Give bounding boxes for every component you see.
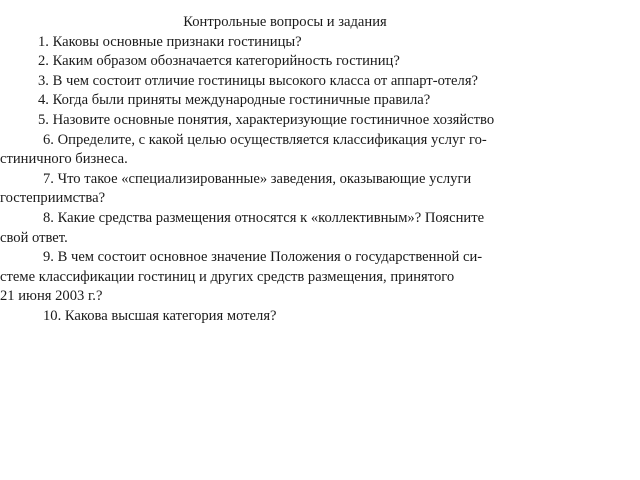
question-6-line-1: 6. Определите, с какой целью осуществляется классификация услуг го- [43, 131, 487, 148]
question-6-line-2: стиничного бизнеса. [0, 151, 128, 168]
question-9 [0, 248, 540, 307]
question-8-line-2: свой ответ. [0, 229, 68, 246]
question-1: 1. Каковы основные признаки гостиницы? [38, 33, 302, 50]
question-5: 5. Назовите основные понятия, характеризующие гостиничное хозяйство [38, 111, 495, 128]
question-8-line-1: 8. Какие средства размещения относятся к «коллективным»? Поясните [43, 209, 485, 226]
question-8 [0, 209, 540, 248]
question-9-line-3: 21 июня 2003 г.? [0, 288, 103, 305]
question-3: 3. В чем состоит отличие гостиницы высокого класса от аппарт-отеля? [38, 72, 479, 89]
question-6 [0, 131, 540, 170]
question-9-line-2: стеме классификации гостиниц и других средств размещения, принятого [0, 268, 455, 285]
question-7-line-1: 7. Что такое «специализированные» заведения, оказывающие услуги [43, 170, 472, 187]
question-9-line-1: 9. В чем состоит основное значение Положения о государственной си- [43, 249, 483, 266]
document-page [0, 13, 540, 327]
question-2: 2. Каким образом обозначается категорийность гостиниц? [38, 53, 400, 70]
question-7-line-2: гостеприимства? [0, 190, 106, 207]
question-7 [0, 170, 540, 209]
question-4: 4. Когда были приняты международные гостиничные правила? [38, 92, 431, 109]
section-title: Контрольные вопросы и задания [183, 14, 387, 30]
question-10: 10. Какова высшая категория мотеля? [43, 307, 277, 324]
